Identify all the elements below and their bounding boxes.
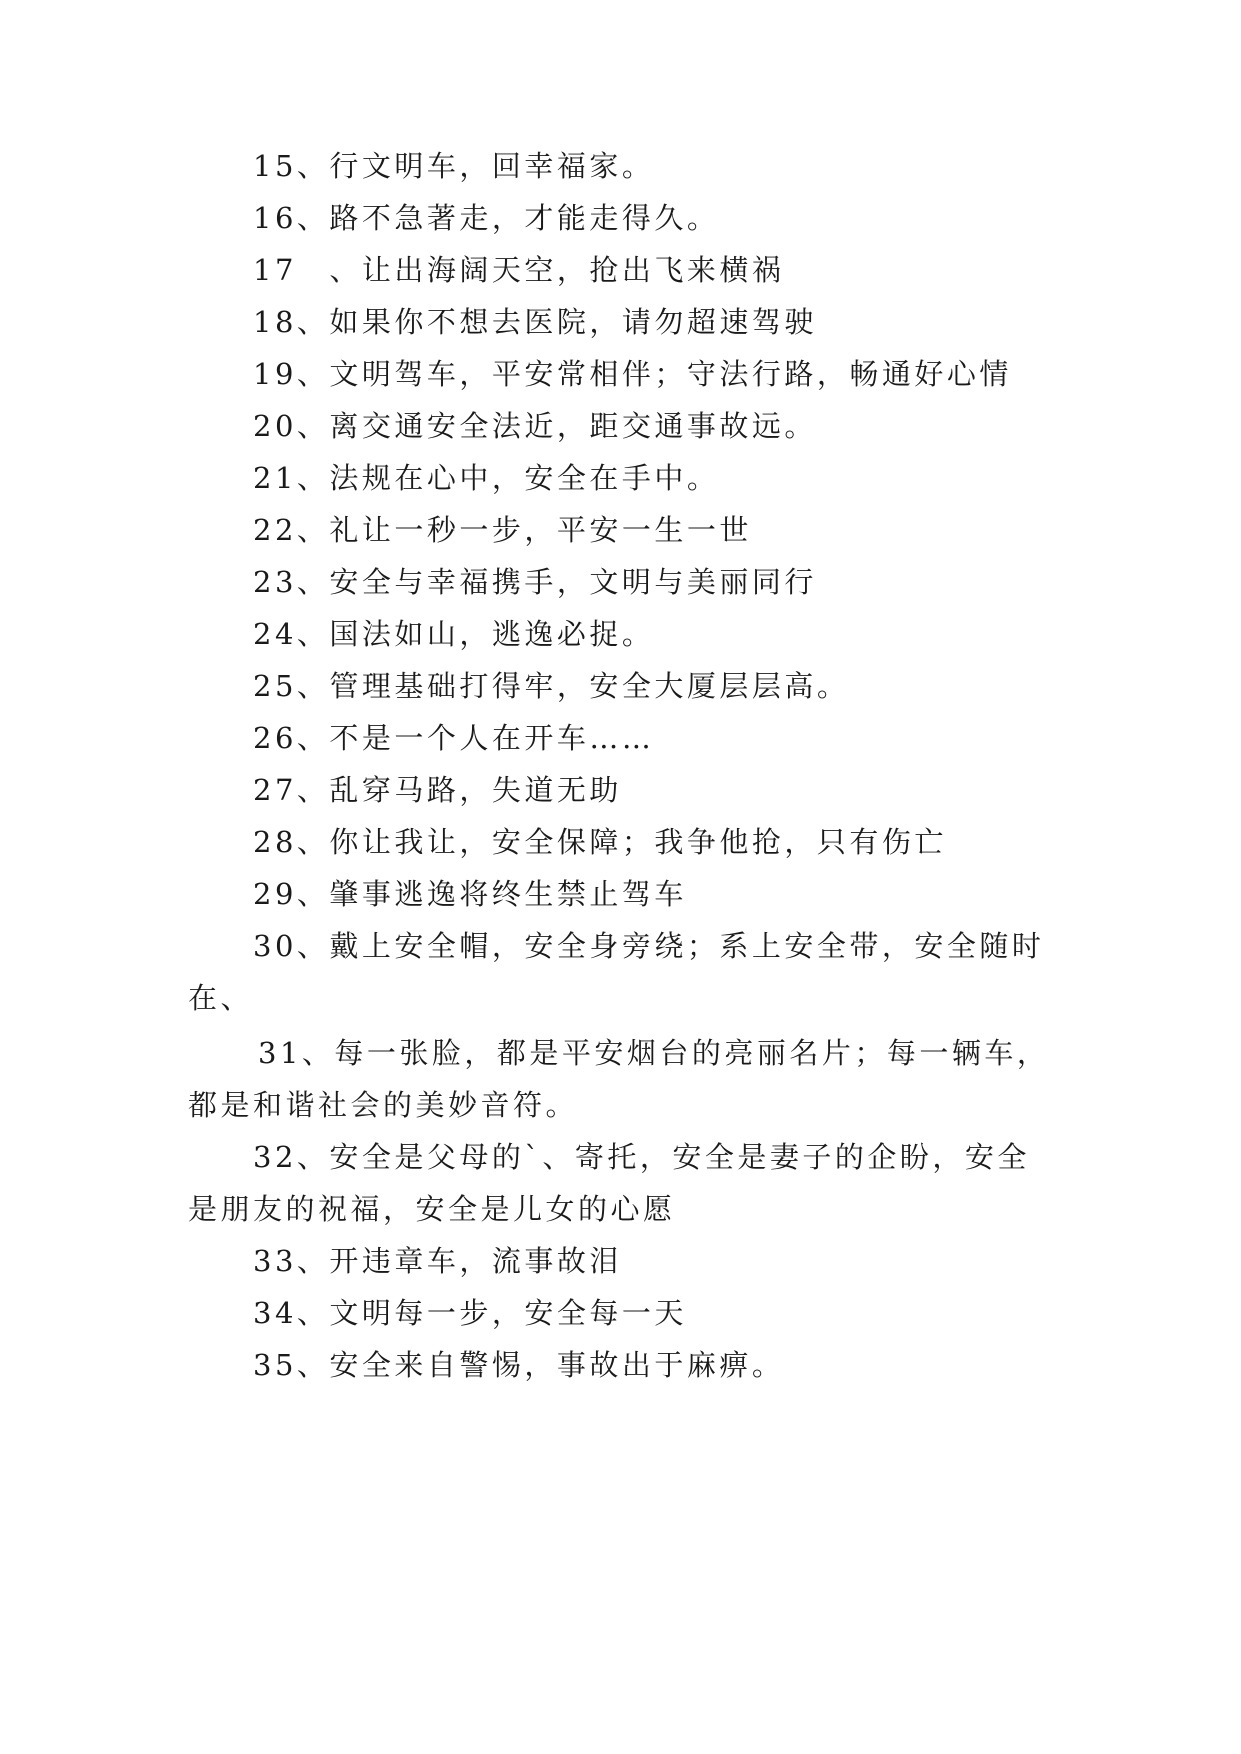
slogan-line: 28、你让我让，安全保障；我争他抢，只有伤亡: [253, 825, 947, 859]
slogan-line: 15、行文明车，回幸福家。: [253, 149, 655, 183]
slogan-line: 20、离交通安全法近，距交通事故远。: [253, 409, 817, 443]
slogan-line: 17 、让出海阔天空，抢出飞来横祸: [253, 253, 785, 287]
slogan-line: 19、文明驾车，平安常相伴；守法行路，畅通好心情: [253, 357, 1012, 391]
slogan-line: 16、路不急著走，才能走得久。: [253, 201, 720, 235]
slogan-line: 22、礼让一秒一步，平安一生一世: [253, 513, 752, 547]
slogan-line: 32、安全是父母的`、寄托，安全是妻子的企盼，安全: [253, 1140, 1030, 1174]
slogan-line-continuation: 在、: [188, 981, 254, 1015]
slogan-line: 33、开违章车，流事故泪: [253, 1244, 622, 1278]
slogan-line: 35、安全来自警惕，事故出于麻痹。: [253, 1348, 785, 1382]
slogan-line: 23、安全与幸福携手，文明与美丽同行: [253, 565, 817, 599]
slogan-line-continuation: 都是和谐社会的美妙音符。: [188, 1088, 579, 1122]
slogan-line: 29、肇事逃逸将终生禁止驾车: [253, 877, 687, 911]
slogan-line: 24、国法如山，逃逸必捉。: [253, 617, 655, 651]
slogan-line: 18、如果你不想去医院，请勿超速驾驶: [253, 305, 817, 339]
slogan-line: 31、每一张脸，都是平安烟台的亮丽名片；每一辆车，: [258, 1036, 1050, 1070]
slogan-line: 21、法规在心中，安全在手中。: [253, 461, 720, 495]
slogan-line: 27、乱穿马路，失道无助: [253, 773, 622, 807]
slogan-line-continuation: 是朋友的祝福，安全是儿女的心愿: [188, 1192, 676, 1226]
slogan-line: 26、不是一个人在开车……: [253, 721, 655, 755]
slogan-line: 34、文明每一步，安全每一天: [253, 1296, 687, 1330]
slogan-line: 25、管理基础打得牢，安全大厦层层高。: [253, 669, 850, 703]
slogan-line: 30、戴上安全帽，安全身旁绕；系上安全带，安全随时: [253, 929, 1045, 963]
